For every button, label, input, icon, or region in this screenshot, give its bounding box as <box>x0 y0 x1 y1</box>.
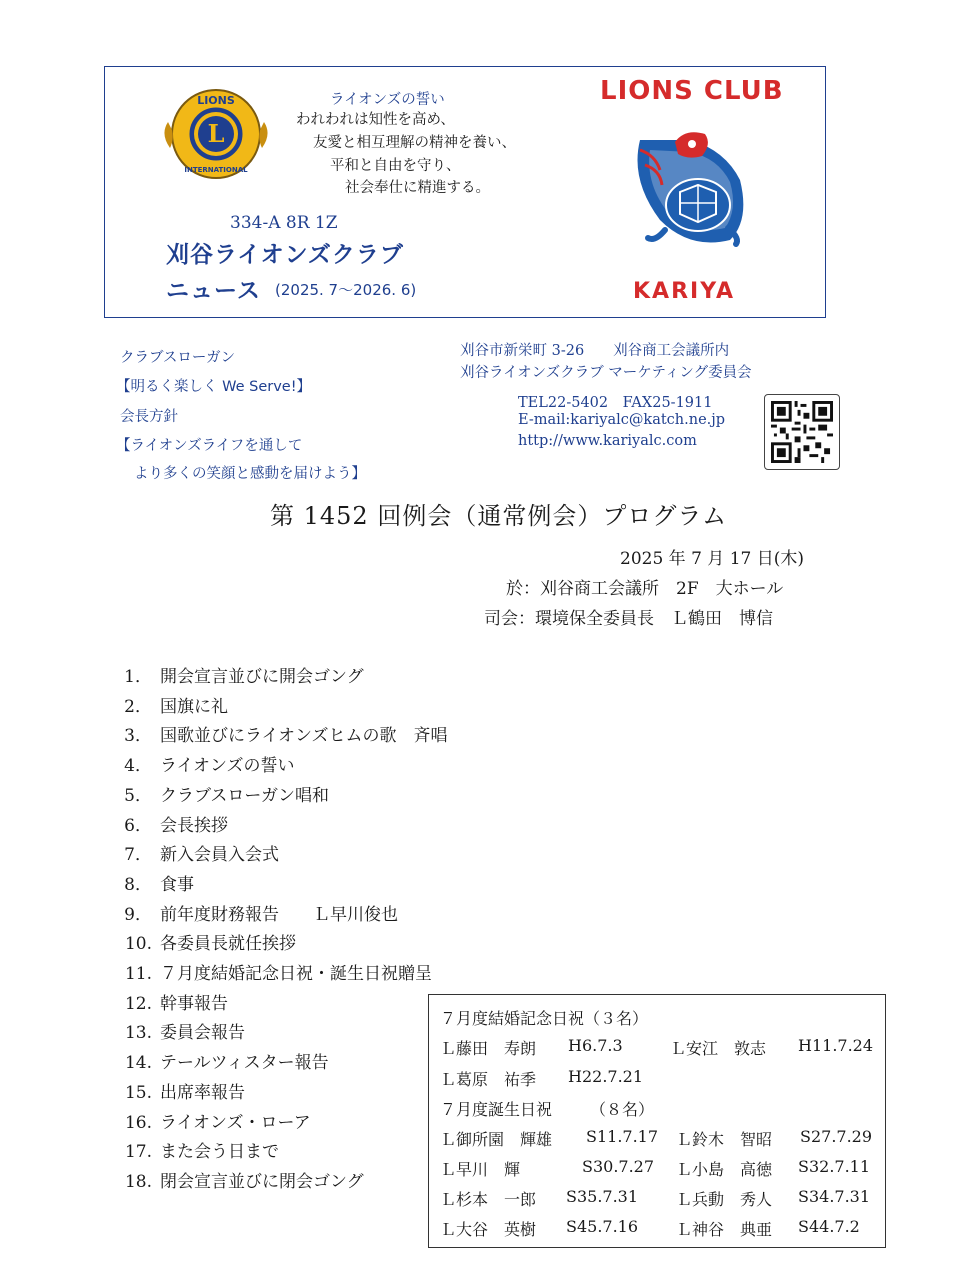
agenda-item <box>110 721 447 746</box>
birthday-date: S32.7.11 <box>798 1157 871 1176</box>
agenda-text: ７月度結婚記念日祝・誕生日祝贈呈 <box>160 964 432 984</box>
news-title: ニュース <box>166 278 261 304</box>
birthday-name: Ｌ鈴木 智昭 <box>676 1130 773 1149</box>
meeting-mc: 司会：環境保全委員長 Ｌ鶴田 博信 <box>484 609 773 629</box>
qr-code[interactable] <box>764 394 840 470</box>
agenda-item <box>110 870 194 895</box>
agenda-text: 国歌並びにライオンズヒムの歌 斉唱 <box>160 726 448 747</box>
emblem-center-text: L <box>207 119 225 148</box>
agenda-number: 2． <box>124 696 152 717</box>
wedding-date: H22.7.21 <box>568 1067 644 1086</box>
agenda-number: 9． <box>124 904 152 925</box>
birthday-title: ７月度誕生日祝 <box>440 1100 553 1119</box>
agenda-text: 開会宣言並びに開会ゴング <box>160 667 364 687</box>
birthday-count: （８名） <box>590 1100 655 1119</box>
agenda-text: 幹事報告 <box>160 993 228 1014</box>
agenda-item <box>110 1048 329 1073</box>
agenda-text: 食事 <box>160 874 194 895</box>
emblem-bottom-text: INTERNATIONAL <box>184 166 248 174</box>
meeting-date: 2025 年 7 月 17 日(木) <box>620 549 804 569</box>
agenda-number: 4． <box>124 756 152 777</box>
tel-fax: TEL22-5402 FAX25-1911 <box>518 395 713 411</box>
birthday-name: Ｌ小島 高徳 <box>676 1160 773 1179</box>
pledge-title: ライオンズの誓い <box>330 92 445 108</box>
pledge-line: 社会奉仕に精進する。 <box>345 180 490 196</box>
wedding-date: H6.7.3 <box>568 1036 623 1055</box>
agenda-text: 新入会員入会式 <box>160 845 279 866</box>
agenda-text: 会長挨拶 <box>160 815 228 836</box>
agenda-text: 委員会報告 <box>160 1023 245 1044</box>
birthday-name: Ｌ杉本 一郎 <box>440 1190 537 1209</box>
committee: 刈谷ライオンズクラブ マーケティング委員会 <box>460 365 752 381</box>
wedding-title: ７月度結婚記念日祝（３名） <box>440 1009 649 1028</box>
meeting-venue: 於：刈谷商工会議所 2F 大ホール <box>506 579 784 599</box>
agenda-number: 8． <box>124 874 152 895</box>
agenda-number: 16. <box>124 1112 152 1133</box>
agenda-item <box>110 811 228 836</box>
policy-line: より多くの笑顔と感動を届けよう】 <box>134 466 366 482</box>
agenda-item <box>110 959 432 984</box>
birthday-name: Ｌ大谷 英樹 <box>440 1220 537 1239</box>
agenda-item <box>110 1018 245 1043</box>
wedding-date: H11.7.24 <box>798 1036 874 1055</box>
agenda-number: 10. <box>124 934 152 955</box>
agenda-number: 11. <box>124 964 152 984</box>
agenda-item <box>110 1167 364 1192</box>
agenda-text: また会う日まで <box>160 1142 279 1163</box>
agenda-text: 出席率報告 <box>160 1082 245 1103</box>
agenda-text: ライオンズ・ローア <box>160 1112 311 1133</box>
website-link[interactable]: http://www.kariyalc.com <box>518 433 697 449</box>
news-period: (2025. 7～2026. 6) <box>275 281 417 299</box>
birthday-date: S34.7.31 <box>798 1187 871 1206</box>
agenda-item <box>110 781 329 806</box>
agenda-text: 各委員長就任挨拶 <box>160 934 296 955</box>
agenda-item <box>110 1137 279 1162</box>
agenda-number: 13. <box>124 1023 152 1044</box>
policy-label: 会長方針 <box>120 409 178 425</box>
agenda-number: 7． <box>124 845 152 866</box>
birthday-date: S11.7.17 <box>586 1127 659 1146</box>
agenda-number: 6． <box>124 815 152 836</box>
emblem-top-text: LIONS <box>197 94 235 107</box>
agenda-number: 1． <box>124 667 152 687</box>
birthday-name: Ｌ早川 輝 <box>440 1160 521 1179</box>
birthday-date: S44.7.2 <box>798 1217 860 1236</box>
agenda-item <box>110 1108 311 1133</box>
program-title: 第 1452 回例会（通常例会）プログラム <box>270 502 728 530</box>
agenda-item <box>110 989 228 1014</box>
agenda-text: ライオンズの誓い <box>160 756 295 777</box>
pledge-line: 友愛と相互理解の精神を養い、 <box>313 135 516 151</box>
birthday-name: Ｌ神谷 典亜 <box>676 1220 773 1239</box>
birthday-date: S27.7.29 <box>800 1127 873 1146</box>
agenda-number: 5． <box>124 785 152 806</box>
agenda-number: 18. <box>124 1171 152 1192</box>
agenda-item <box>110 929 296 954</box>
agenda-number: 3． <box>124 726 152 747</box>
kariya-club-logo <box>620 110 760 260</box>
wedding-name: Ｌ藤田 寿朗 <box>440 1039 537 1058</box>
agenda-item <box>110 1078 245 1103</box>
club-name: 刈谷ライオンズクラブ <box>166 242 404 268</box>
agenda-item <box>110 662 364 687</box>
agenda-number: 15. <box>124 1082 152 1103</box>
agenda-item <box>110 692 228 717</box>
birthday-name: Ｌ兵動 秀人 <box>676 1190 773 1209</box>
birthday-date: S35.7.31 <box>566 1187 639 1206</box>
district-code: 334-A 8R 1Z <box>230 213 338 233</box>
lions-international-emblem <box>160 82 272 186</box>
agenda-text: テールツィスター報告 <box>160 1053 329 1074</box>
agenda-text: 閉会宣言並びに閉会ゴング <box>160 1171 364 1192</box>
pledge-line: 平和と自由を守り、 <box>330 158 461 174</box>
agenda-number: 14. <box>124 1053 152 1074</box>
slogan-text: 【明るく楽しく We Serve!】 <box>116 379 312 395</box>
policy-line: 【ライオンズライフを通して <box>116 438 303 454</box>
agenda-item <box>110 751 294 776</box>
wedding-name: Ｌ安江 敦志 <box>670 1039 767 1058</box>
agenda-text: 国旗に礼 <box>160 696 228 717</box>
birthday-date: S30.7.27 <box>582 1157 655 1176</box>
kariya-logo-text: KARIYA <box>633 279 736 304</box>
birthday-name: Ｌ御所園 輝雄 <box>440 1130 553 1149</box>
slogan-label: クラブスローガン <box>120 350 236 366</box>
birthday-date: S45.7.16 <box>566 1217 639 1236</box>
agenda-text: 前年度財務報告 Ｌ早川俊也 <box>160 904 398 925</box>
agenda-item <box>110 840 279 865</box>
agenda-item <box>110 900 398 925</box>
agenda-text: クラブスローガン唱和 <box>160 785 329 806</box>
qr-code-icon <box>771 401 833 463</box>
address: 刈谷市新栄町 3-26 刈谷商工会議所内 <box>460 343 730 359</box>
pledge-line: われわれは知性を高め、 <box>296 112 455 128</box>
agenda-number: 17. <box>124 1142 152 1163</box>
email[interactable]: E-mail:kariyalc@katch.ne.jp <box>518 412 726 428</box>
lions-club-logo-text: LIONS CLUB <box>600 76 784 106</box>
wedding-name: Ｌ葛原 祐季 <box>440 1070 537 1089</box>
agenda-number: 12. <box>124 993 152 1014</box>
